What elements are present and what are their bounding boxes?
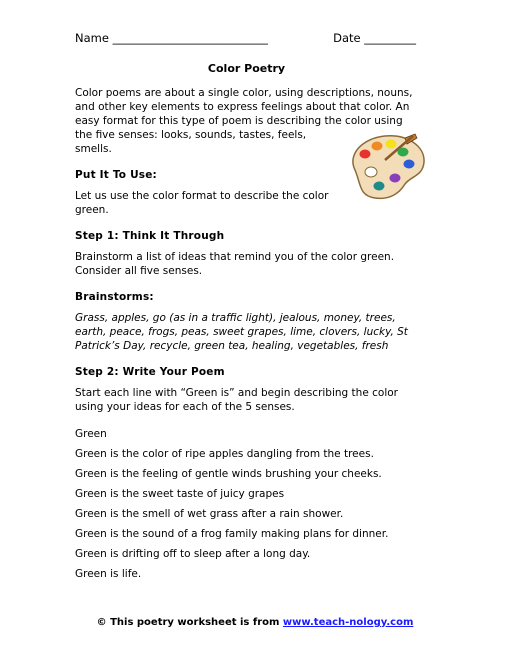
step1-heading: Step 1: Think It Through [75,230,225,242]
intro-text-main: Color poems are about a single color, using descriptions, nouns, and other key elements to express feelings about that color. An easy format for this type of poem is describing the color using [75,87,413,127]
paint-blob [398,148,409,157]
poem-line: Green is life. [75,568,142,580]
poem-line: Green [75,428,107,440]
footer-text: © This poetry worksheet is from [96,617,283,628]
intro-text-senses: the five senses: looks, sounds, tastes, feels, smells. [75,129,307,155]
brainstorms-heading: Brainstorms: [75,291,154,303]
poem-line: Green is the color of ripe apples dangling from the trees. [75,448,374,460]
paint-blob [374,182,385,191]
put-to-use-heading: Put It To Use: [75,169,157,181]
brainstorms-text: Grass, apples, go (as in a traffic light), jealous, money, trees, earth, peace, frogs, peas, sweet grapes, lime, clovers, lucky, St Patrick’s Day, recycle, green tea, healing, vegetables, fresh [75,312,408,352]
poem-line: Green is the sweet taste of juicy grapes [75,488,285,500]
poem-line: Green is the feeling of gentle winds brushing your cheeks. [75,468,382,480]
footer-link[interactable]: www.teach-nology.com [282,617,414,628]
poem-line: Green is the smell of wet grass after a rain shower. [75,508,344,520]
poem-line: Green is drifting off to sleep after a long day. [75,548,311,560]
header-row [75,30,418,46]
poem-line: Green is the sound of a frog family making plans for dinner. [75,528,389,540]
paint-blob [390,174,401,183]
poem-block [75,427,418,581]
paint-blob [372,142,383,151]
paint-palette-icon [345,132,427,202]
date-field-label: Date _________ [333,31,416,45]
put-to-use-text: Let us use the color format to describe the color green. [75,190,329,216]
step2-heading: Step 2: Write Your Poem [75,366,225,378]
name-field-label: Name ___________________________ [75,31,268,45]
paint-blob [404,160,415,169]
page-title: Color Poetry [207,62,286,75]
step2-text: Start each line with “Green is” and begin describing the color using your ideas for each of the 5 senses. [75,387,398,413]
paint-blob [386,140,397,149]
footer-credit [0,617,510,628]
step1-text: Brainstorm a list of ideas that remind you of the color green. Consider all five senses. [75,251,395,277]
paint-blob [360,150,371,159]
